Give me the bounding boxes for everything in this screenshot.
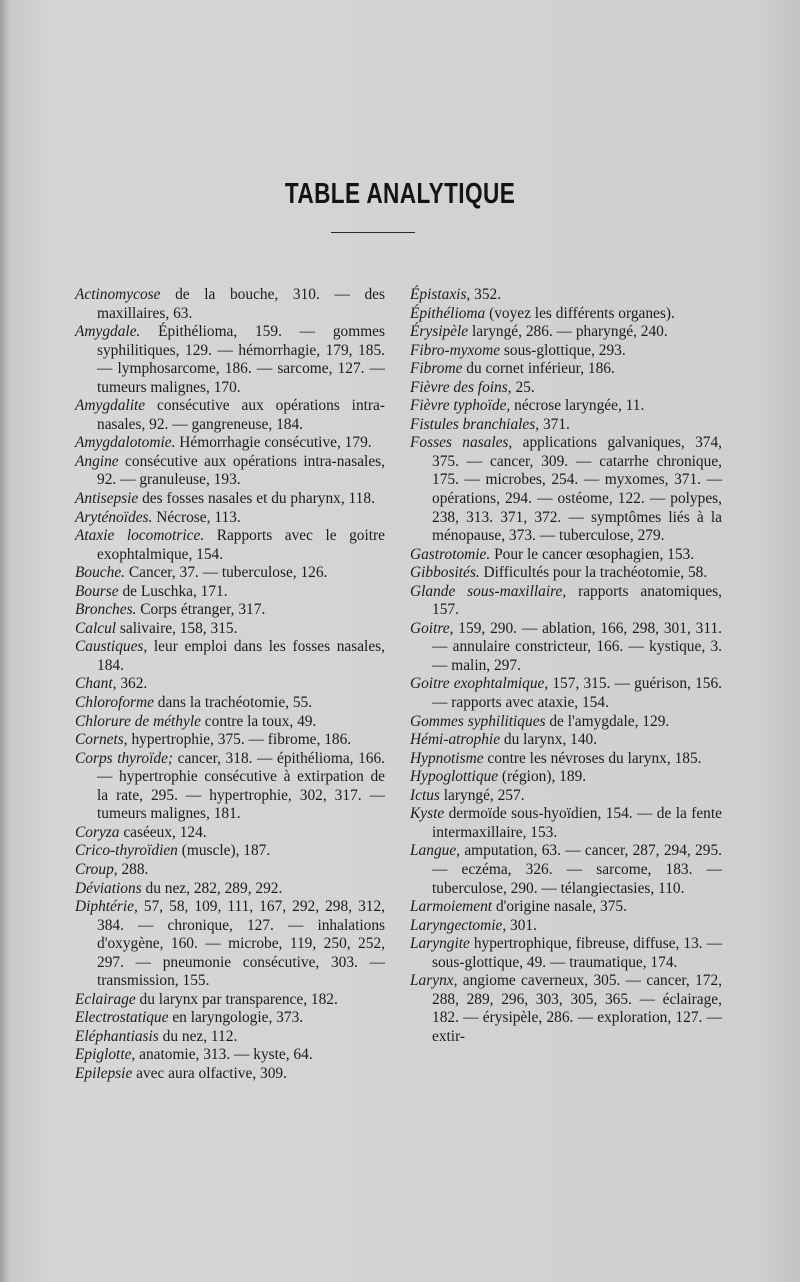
index-entry bbox=[410, 898, 722, 917]
index-term: Eléphantiasis bbox=[75, 1027, 159, 1045]
index-refs: 159, 290. — ablation, 166, 298, 301, 311. — annulaire constricteur, 166. — kystique, 3. — malin, 297. bbox=[432, 619, 722, 674]
index-entry bbox=[410, 675, 722, 712]
index-term: Cornets, bbox=[75, 731, 128, 749]
index-refs: des fosses nasales et du pharynx, 118. bbox=[138, 490, 375, 508]
index-refs: amputation, 63. — cancer, 287, 294, 295. — eczéma, 326. — sarcome, 183. — tuberculose, 290. — télangiectasies, 110. bbox=[432, 842, 722, 897]
index-term: Amygdalotomie. bbox=[75, 434, 176, 452]
title-divider bbox=[331, 232, 415, 233]
index-term: Goitre, bbox=[410, 619, 454, 637]
index-entry bbox=[410, 416, 722, 435]
index-entry bbox=[75, 286, 385, 323]
index-term: Ictus bbox=[410, 786, 440, 804]
index-entry bbox=[410, 620, 722, 676]
index-entry bbox=[75, 842, 385, 861]
index-refs: 362. bbox=[116, 675, 148, 693]
index-refs: contre les névroses du larynx, 185. bbox=[483, 749, 702, 767]
index-refs: Cancer, 37. — tuberculose, 126. bbox=[125, 564, 328, 582]
index-refs: dermoïde sous-hyoïdien, 154. — de la fente intermaxillaire, 153. bbox=[432, 805, 722, 841]
index-term: Érysipèle bbox=[410, 323, 469, 341]
index-entry bbox=[75, 490, 385, 509]
index-term: Calcul bbox=[75, 619, 117, 637]
index-entry bbox=[75, 1028, 385, 1047]
index-entry bbox=[410, 750, 722, 769]
index-column-left bbox=[75, 286, 385, 1084]
index-term: Fièvre des foins, bbox=[410, 378, 512, 396]
index-term: Larynx, bbox=[410, 972, 458, 990]
index-refs: 25. bbox=[511, 378, 535, 396]
index-entry bbox=[75, 750, 385, 824]
index-term: Laryngite bbox=[410, 935, 470, 953]
index-refs: hypertrophique, fibreuse, diffuse, 13. — sous-glottique, 49. — traumatique, 174. bbox=[432, 935, 722, 971]
index-term: Bourse bbox=[75, 582, 119, 600]
index-entry bbox=[410, 842, 722, 898]
index-entry bbox=[410, 713, 722, 732]
index-term: Glande sous-maxillaire, bbox=[410, 582, 567, 600]
index-entry bbox=[410, 564, 722, 583]
index-term: Gommes syphilitiques bbox=[410, 712, 546, 730]
index-refs: 301. bbox=[506, 916, 537, 934]
index-term: Antisepsie bbox=[75, 490, 139, 508]
index-refs: Épithélioma, 159. — gommes syphilitiques, 129. — hémorrhagie, 179, 185. — lymphosarcome, 186. — sarcome, 127. — tumeurs malignes, 170. bbox=[97, 323, 385, 396]
index-term: Croup, bbox=[75, 860, 118, 878]
index-refs: Difficultés pour la trachéotomie, 58. bbox=[479, 564, 708, 582]
index-term: Hypnotisme bbox=[410, 749, 484, 767]
index-entry bbox=[410, 379, 722, 398]
index-entry bbox=[75, 824, 385, 843]
index-entry bbox=[75, 1065, 385, 1084]
index-term: Corps thyroïde; bbox=[75, 749, 174, 767]
index-entry bbox=[75, 638, 385, 675]
index-entry bbox=[75, 898, 385, 991]
index-entry bbox=[410, 286, 722, 305]
index-entry bbox=[75, 527, 385, 564]
index-entry bbox=[75, 694, 385, 713]
index-refs: 157, 315. — guérison, 156. — rapports avec ataxie, 154. bbox=[432, 675, 722, 712]
page-title: TABLE ANALYTIQUE bbox=[284, 178, 516, 210]
index-refs: du larynx par transparence, 182. bbox=[135, 990, 338, 1008]
index-refs: cancer, 318. — épithélioma, 166. — hypertrophie consécutive à extirpation de la rate, 295. — hypertrophie, 302, 317. — tumeurs malignes, 181. bbox=[97, 749, 386, 823]
index-refs: laryngé, 286. — pharyngé, 240. bbox=[468, 323, 668, 341]
index-entry bbox=[410, 360, 722, 379]
index-entry bbox=[75, 453, 385, 490]
index-entry bbox=[75, 861, 385, 880]
index-term: Goitre exophtalmique, bbox=[410, 675, 549, 693]
index-refs: angiome caverneux, 305. — cancer, 172, 288, 289, 296, 303, 305, 365. — éclairage, 182. — érysipèle, 286. — exploration, 127. — extir- bbox=[432, 972, 722, 1045]
index-term: Langue, bbox=[410, 842, 461, 860]
index-refs: du nez, 112. bbox=[158, 1027, 238, 1045]
index-refs: du nez, 282, 289, 292. bbox=[141, 879, 283, 897]
index-term: Eclairage bbox=[75, 990, 136, 1008]
index-term: Laryngectomie, bbox=[410, 916, 507, 934]
index-term: Amygdale. bbox=[75, 323, 141, 341]
index-refs: salivaire, 158, 315. bbox=[116, 619, 238, 637]
index-entry bbox=[410, 768, 722, 787]
index-refs: contre la toux, 49. bbox=[200, 712, 317, 730]
index-refs: de la bouche, 310. — des maxillaires, 63. bbox=[97, 286, 385, 322]
index-entry bbox=[410, 917, 722, 936]
index-refs: nécrose laryngée, 11. bbox=[510, 397, 645, 415]
index-entry bbox=[410, 731, 722, 750]
index-entry bbox=[75, 601, 385, 620]
index-term: Caustiques, bbox=[75, 638, 148, 656]
index-term: Aryténoïdes. bbox=[75, 508, 153, 526]
index-refs: (voyez les différents organes). bbox=[485, 304, 675, 322]
index-entry bbox=[410, 787, 722, 806]
index-term: Coryza bbox=[75, 823, 120, 841]
index-column-right bbox=[410, 286, 722, 1046]
index-entry bbox=[75, 1046, 385, 1065]
index-term: Hypoglottique bbox=[410, 768, 499, 786]
index-entry bbox=[75, 323, 385, 397]
index-refs: Hémorrhagie consécutive, 179. bbox=[175, 434, 372, 452]
index-term: Epiglotte, bbox=[75, 1046, 136, 1064]
index-refs: Nécrose, 113. bbox=[152, 508, 241, 526]
index-refs: 352. bbox=[470, 286, 502, 303]
index-term: Épistaxis, bbox=[410, 286, 471, 303]
index-refs: consécutive aux opérations intra-nasales, 92. — granuleuse, 193. bbox=[97, 452, 385, 489]
index-entry bbox=[410, 434, 722, 545]
index-refs: 371. bbox=[539, 415, 570, 433]
index-term: Larmoiement bbox=[410, 898, 493, 916]
index-term: Fistules branchiales, bbox=[410, 415, 540, 433]
index-term: Chant, bbox=[75, 675, 117, 693]
index-refs: rapports anatomiques, 157. bbox=[432, 582, 722, 619]
index-entry bbox=[410, 935, 722, 972]
index-refs: caséeux, 124. bbox=[119, 823, 207, 841]
index-refs: anatomie, 313. — kyste, 64. bbox=[135, 1046, 313, 1064]
index-entry bbox=[75, 1009, 385, 1028]
index-entry bbox=[410, 323, 722, 342]
index-refs: Pour le cancer œsophagien, 153. bbox=[490, 545, 695, 563]
index-entry bbox=[410, 342, 722, 361]
index-entry bbox=[410, 546, 722, 565]
index-term: Kyste bbox=[410, 805, 445, 823]
index-term: Chlorure de méthyle bbox=[75, 712, 201, 730]
index-entry bbox=[75, 991, 385, 1010]
index-term: Amygdalite bbox=[75, 397, 146, 415]
index-refs: du cornet inférieur, 186. bbox=[462, 360, 615, 378]
index-refs: laryngé, 257. bbox=[439, 786, 525, 804]
index-refs: sous-glottique, 293. bbox=[500, 341, 626, 359]
index-refs: hypertrophie, 375. — fibrome, 186. bbox=[127, 731, 352, 749]
index-term: Electrostatique bbox=[75, 1009, 169, 1027]
index-term: Chloroforme bbox=[75, 694, 154, 712]
index-term: Gastrotomie. bbox=[410, 545, 491, 563]
index-term: Crico-thyroïdien bbox=[75, 842, 178, 860]
index-entry bbox=[410, 805, 722, 842]
index-entry bbox=[410, 972, 722, 1046]
index-term: Actinomycose bbox=[75, 286, 161, 303]
index-refs: avec aura olfactive, 309. bbox=[132, 1064, 287, 1082]
index-term: Bouche. bbox=[75, 564, 125, 582]
index-term: Gibbosités. bbox=[410, 564, 480, 582]
index-entry bbox=[75, 397, 385, 434]
index-term: Diphtérie, bbox=[75, 898, 138, 916]
index-refs: 288. bbox=[117, 860, 149, 878]
index-entry bbox=[75, 731, 385, 750]
index-entry bbox=[410, 397, 722, 416]
index-term: Épithélioma bbox=[410, 304, 486, 322]
index-term: Fièvre typhoïde, bbox=[410, 397, 511, 415]
index-refs: consécutive aux opérations intra-nasales, 92. — gangreneuse, 184. bbox=[97, 397, 385, 433]
index-refs: Corps étranger, 317. bbox=[136, 601, 266, 619]
index-refs: 57, 58, 109, 111, 167, 292, 298, 312, 384. — chronique, 127. — inhalations d'oxygène, 160. — microbe, 119, 250, 252, 297. — pneumonie consécutive, 303. — transmission, 155. bbox=[97, 898, 385, 990]
index-term: Epilepsie bbox=[75, 1064, 133, 1082]
index-refs: d'origine nasale, 375. bbox=[492, 898, 627, 916]
index-refs: du larynx, 140. bbox=[500, 731, 598, 749]
index-entry bbox=[75, 583, 385, 602]
index-entry bbox=[75, 509, 385, 528]
index-entry bbox=[75, 880, 385, 899]
index-term: Bronches. bbox=[75, 601, 137, 619]
index-refs: (muscle), 187. bbox=[177, 842, 271, 860]
index-refs: dans la trachéotomie, 55. bbox=[153, 694, 313, 712]
index-entry bbox=[75, 564, 385, 583]
index-term: Fibrome bbox=[410, 360, 463, 378]
index-refs: Rapports avec le goitre exophtalmique, 154. bbox=[97, 527, 385, 563]
index-term: Déviations bbox=[75, 879, 142, 897]
index-entry bbox=[75, 675, 385, 694]
index-term: Fibro-myxome bbox=[410, 341, 501, 359]
index-refs: applications galvaniques, 374, 375. — cancer, 309. — catarrhe chronique, 175. — microbes, 254. — myxomes, 371. — opérations, 294. — ostéome, 122. — polypes, 238, 313. 371, 372. — symptômes liés à la ménopause, 373. — tuberculose, 279. bbox=[432, 434, 722, 545]
index-refs: en laryngologie, 373. bbox=[168, 1009, 304, 1027]
index-entry bbox=[75, 620, 385, 639]
index-term: Fosses nasales, bbox=[410, 434, 513, 452]
index-entry bbox=[75, 434, 385, 453]
index-term: Ataxie locomotrice. bbox=[75, 527, 205, 545]
index-refs: (région), 189. bbox=[498, 768, 587, 786]
index-refs: leur emploi dans les fosses nasales, 184. bbox=[97, 638, 385, 674]
index-refs: de l'amygdale, 129. bbox=[545, 712, 670, 730]
index-term: Hémi-atrophie bbox=[410, 731, 501, 749]
index-entry bbox=[410, 583, 722, 620]
index-entry bbox=[410, 305, 722, 324]
index-entry bbox=[75, 713, 385, 732]
index-term: Angine bbox=[75, 452, 119, 470]
index-refs: de Luschka, 171. bbox=[118, 582, 228, 600]
